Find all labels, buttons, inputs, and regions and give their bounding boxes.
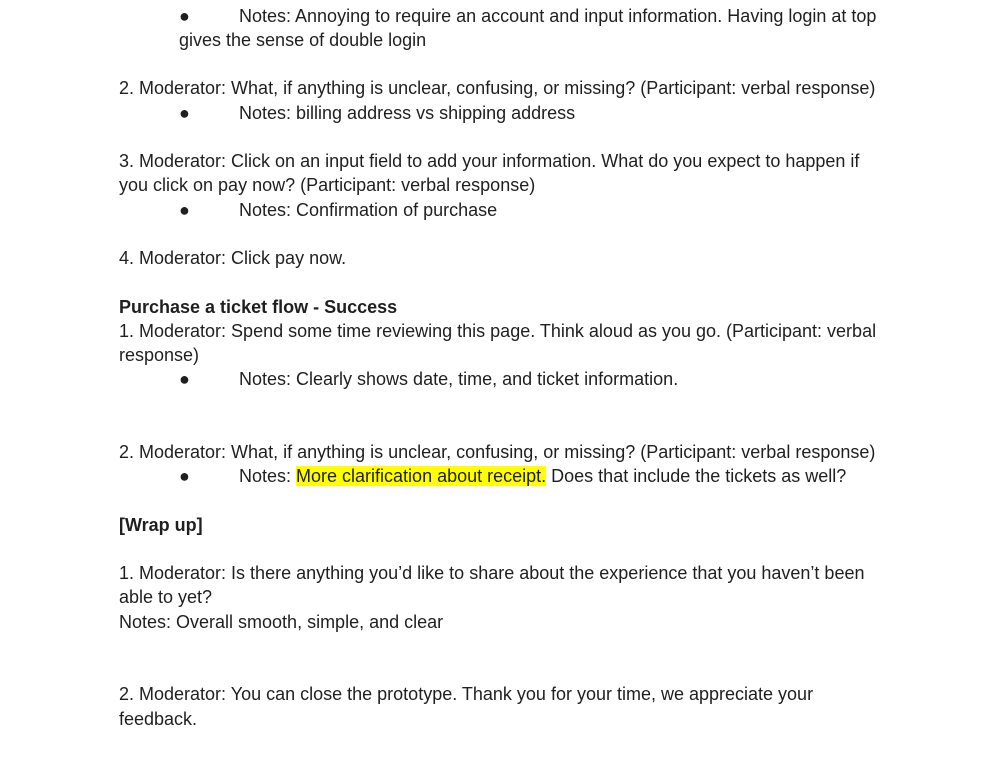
bullet-icon: ● xyxy=(179,6,190,26)
question-text: 3. Moderator: Click on an input field to add your information. What do you expect to happen if xyxy=(119,151,860,171)
question-text-continued: you click on pay now? (Participant: verbal response) xyxy=(119,175,536,195)
question-text-continued: feedback. xyxy=(119,709,198,729)
list-item xyxy=(179,4,876,28)
question-text-continued: able to yet? xyxy=(119,587,213,607)
highlighted-text: More clarification about receipt. xyxy=(296,466,547,486)
question-text: 2. Moderator: What, if anything is unclear, confusing, or missing? (Participant: verbal response) xyxy=(119,442,876,462)
note-text: Notes: Confirmation of purchase xyxy=(239,200,498,220)
note-prefix: Notes: xyxy=(239,466,297,486)
section-heading: Purchase a ticket flow - Success xyxy=(119,297,398,317)
note-text: Notes: Annoying to require an account and input information. Having login at top xyxy=(239,6,877,26)
list-item xyxy=(179,198,497,222)
question-text: 2. Moderator: What, if anything is unclear, confusing, or missing? (Participant: verbal response) xyxy=(119,78,876,98)
bullet-icon: ● xyxy=(179,369,190,389)
question-text-continued: response) xyxy=(119,345,200,365)
bullet-icon: ● xyxy=(179,103,190,123)
list-item xyxy=(179,464,846,488)
note-suffix: Does that include the tickets as well? xyxy=(546,466,847,486)
list-item xyxy=(179,367,678,391)
note-text: Notes: Overall smooth, simple, and clear xyxy=(119,612,444,632)
note-text: Notes: Clearly shows date, time, and ticket information. xyxy=(239,369,679,389)
note-text: Notes: billing address vs shipping address xyxy=(239,103,576,123)
question-text: 1. Moderator: Is there anything you’d like to share about the experience that you haven’t been xyxy=(119,563,865,583)
note-text-continued: gives the sense of double login xyxy=(179,30,427,50)
question-text: 1. Moderator: Spend some time reviewing this page. Think aloud as you go. (Participant: verbal xyxy=(119,321,877,341)
question-text: 4. Moderator: Click pay now. xyxy=(119,248,347,268)
bullet-icon: ● xyxy=(179,200,190,220)
bullet-icon: ● xyxy=(179,466,190,486)
list-item xyxy=(179,101,575,125)
question-text: 2. Moderator: You can close the prototype. Thank you for your time, we appreciate your xyxy=(119,684,814,704)
section-heading: [Wrap up] xyxy=(119,515,203,535)
